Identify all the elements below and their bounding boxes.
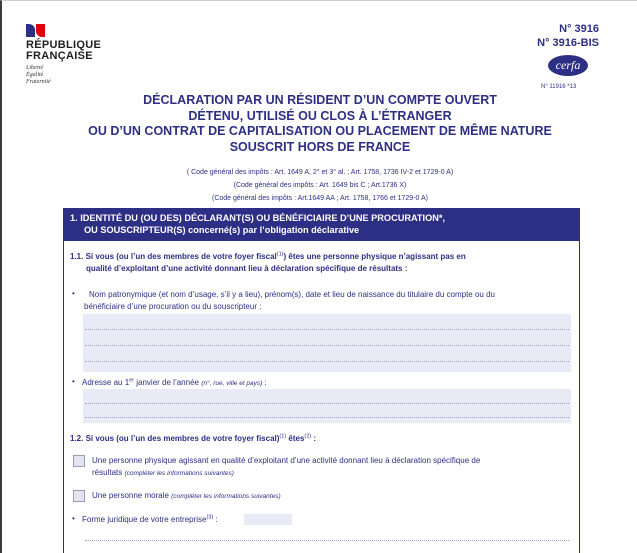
name-field[interactable] (83, 314, 571, 372)
title-line-1: DÉCLARATION PAR UN RÉSIDENT D’UN COMPTE OUVERT (143, 93, 497, 107)
question-1-2-text: Si vous (ou l’un des membres de votre foyer fiscal) (85, 434, 280, 443)
address-colon: : (262, 378, 267, 387)
rf-line-1: RÉPUBLIQUE (26, 39, 102, 51)
rf-line-2: FRANÇAISE (26, 50, 93, 62)
question-1-1-text-a: Si vous (ou l’un des membres de votre foyer fiscal (85, 252, 277, 261)
motto-fraternite: Fraternité (26, 79, 51, 85)
question-1-1 (70, 251, 574, 275)
name-field-line-2 (85, 345, 569, 346)
option-legal-person-checkbox[interactable] (73, 490, 85, 502)
address-label-a: Adresse au 1 (82, 378, 130, 387)
option-1-line-1: Une personne physique agissant en qualité d’exploitant d’une activité donnant lieu à déclaration spécifique de (92, 456, 481, 465)
address-hint: (n°, rue, ville et pays) (201, 380, 263, 387)
legal-form-field[interactable] (244, 514, 292, 525)
address-field-line-1 (85, 403, 569, 404)
address-field-line-2 (85, 417, 569, 418)
option-physical-person-label (92, 455, 572, 480)
title-line-2: DÉTENU, UTILISÉ OU CLOS À L’ÉTRANGER (188, 108, 452, 123)
form-numbers (537, 22, 599, 50)
document-title (40, 93, 600, 155)
legal-reference-2: (Code général des impôts : Art. 1649 bis C ; Art.1736 X) (233, 182, 407, 189)
question-1-1-text-c: qualité d’exploitant d’une activité donnant lieu à déclaration spécifique de résultats : (86, 264, 408, 273)
cerfa-logo: cerfa (548, 55, 588, 76)
motto-liberte: Liberté (26, 65, 44, 71)
question-1-1-note: (1) (276, 251, 284, 258)
question-1-2-text-b: êtes (286, 434, 305, 443)
question-1-1-number: 1.1. (70, 252, 84, 261)
legal-reference-3: (Code général des impôts : Art.1649 AA ; Art. 1758, 1766 et 1729-0 A) (212, 195, 428, 202)
legal-references (140, 166, 500, 205)
motto-egalite: Égalité (26, 72, 44, 78)
name-field-line-3 (85, 361, 569, 362)
question-1-2-colon: : (311, 434, 317, 443)
cerfa-number: N° 11916 *13 (541, 84, 577, 90)
option-physical-person-checkbox[interactable] (73, 455, 85, 467)
question-1-1-text-b: ) êtes une personne physique n’agissant pas en (283, 252, 466, 261)
legal-form-note: (3) (206, 514, 214, 521)
option-2-label: Une personne morale (92, 491, 169, 500)
name-label (84, 289, 574, 313)
bullet-icon: • (72, 514, 75, 523)
address-label-b: janvier de l’année (134, 378, 199, 387)
bullet-icon: • (72, 377, 75, 386)
form-number-3916-bis: N° 3916-BIS (537, 37, 599, 49)
section-heading-line-2: OU SOUSCRIPTEUR(S) concerné(s) par l’obligation déclarative (84, 225, 360, 235)
option-1-hint: (compléter les informations suivantes) (124, 470, 234, 477)
option-2-hint: (compléter les informations suivantes) (171, 493, 281, 500)
section-heading (64, 209, 579, 241)
marianne-icon (26, 24, 46, 37)
section-heading-line-1: 1. IDENTITÉ DU (OU DES) DÉCLARANT(S) OU BÉNÉFICIAIRE D’UNE PROCURATION*, (70, 213, 445, 223)
motto (26, 65, 101, 86)
title-line-4: SOUSCRIT HORS DE FRANCE (229, 139, 411, 154)
question-1-2-note-1: (1) (279, 433, 287, 440)
section-identity (63, 208, 580, 553)
name-label-line-2: bénéficiaire d’une procuration ou du souscripteur : (84, 302, 262, 311)
title-line-3: OU D’UN CONTRAT DE CAPITALISATION OU PLACEMENT DE MÊME NATURE (88, 124, 552, 138)
legal-form-colon: : (213, 515, 218, 524)
legal-form-label-text: Forme juridique de votre entreprise (82, 515, 207, 524)
legal-reference-1: ( Code général des impôts : Art. 1649 A, 2° et 3° al. ; Art. 1758, 1736 IV-2 et 1729-0 A) (186, 169, 454, 176)
legal-form-label (82, 514, 262, 526)
form-number-3916: N° 3916 (559, 23, 599, 35)
option-legal-person-label (92, 490, 572, 503)
republique-francaise-logo (26, 24, 101, 86)
legal-form-line (85, 540, 569, 541)
name-field-line-1 (85, 329, 569, 330)
question-1-2 (70, 433, 574, 445)
name-label-line-1: Nom patronymique (et nom d’usage, s’il y a lieu), prénom(s), date et lieu de naissance du titulaire du compte ou du (89, 290, 495, 299)
option-1-line-2: résultats (92, 468, 123, 477)
question-1-2-note-2: (2) (304, 433, 312, 440)
question-1-2-number: 1.2. (70, 434, 84, 443)
address-label-sup: er (129, 377, 135, 384)
bullet-icon: • (72, 289, 75, 298)
